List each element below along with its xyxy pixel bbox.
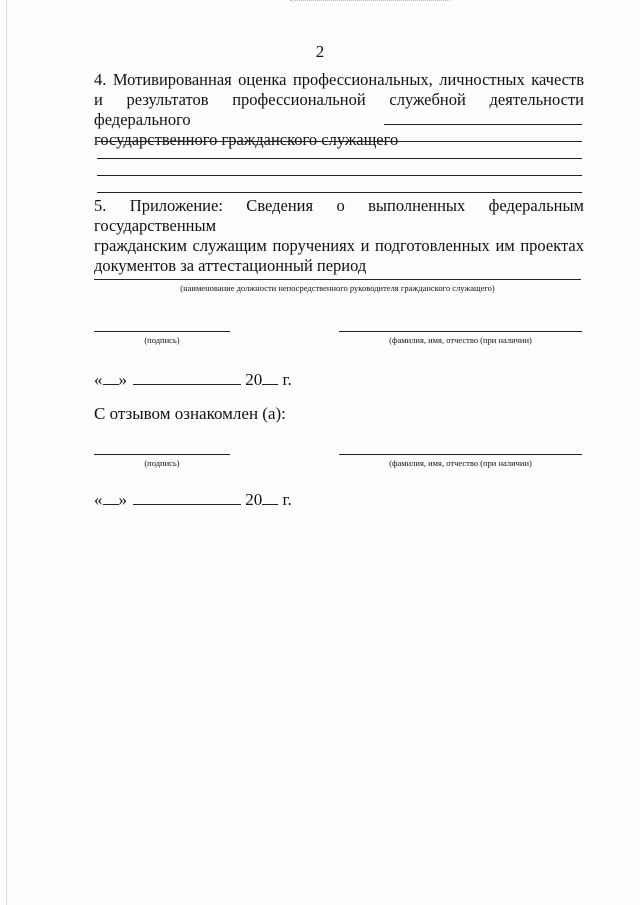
evaluation-field-line-2[interactable] (97, 141, 582, 142)
page-number: 2 (315, 42, 325, 61)
evaluation-field-line-5[interactable] (97, 192, 582, 193)
month-field[interactable] (133, 490, 241, 505)
manager-name-line[interactable] (339, 331, 582, 332)
day-field[interactable] (103, 370, 119, 385)
acknowledgement-label: С отзывом ознакомлен (а): (94, 404, 286, 423)
manager-date (94, 370, 292, 390)
year-prefix: 20 (245, 490, 263, 509)
scan-top-mark (290, 0, 450, 2)
date-close-quote: » (118, 370, 127, 389)
month-field[interactable] (133, 370, 241, 385)
date-open-quote: « (94, 370, 103, 389)
section-4-line-3: государственного гражданского служащего (94, 130, 399, 149)
manager-signature-line[interactable] (94, 331, 230, 332)
employee-date (94, 490, 292, 510)
year-prefix: 20 (245, 370, 263, 389)
manager-name-caption: (фамилия, имя, отчество (при наличии) (389, 335, 532, 345)
employee-name-caption: (фамилия, имя, отчество (при наличии) (389, 458, 532, 468)
section-4-line-1: 4. Мотивированная оценка профессиональных, личностных качеств (94, 70, 584, 89)
year-field[interactable] (262, 490, 278, 505)
year-suffix: г. (282, 490, 292, 509)
section-5-line-3: документов за аттестационный период (94, 256, 367, 275)
manager-position-caption: (наименование должности непосредственного руководителя гражданского служащего) (180, 283, 495, 293)
employee-name-line[interactable] (339, 454, 582, 455)
employee-signature-caption: (подпись) (144, 458, 180, 468)
employee-signature-line[interactable] (94, 454, 230, 455)
manager-position-line[interactable] (94, 279, 581, 280)
day-field[interactable] (103, 490, 119, 505)
section-4-line-2: и результатов профессиональной служебной деятельности федерального (94, 90, 584, 129)
year-suffix: г. (282, 370, 292, 389)
date-open-quote: « (94, 490, 103, 509)
scan-edge (6, 0, 7, 905)
evaluation-field-line-1[interactable] (384, 124, 582, 125)
year-field[interactable] (262, 370, 278, 385)
section-5-line-2: гражданским служащим поручениях и подготовленных им проектах (94, 236, 584, 255)
section-4 (94, 70, 584, 150)
date-close-quote: » (118, 490, 127, 509)
manager-signature-caption: (подпись) (144, 335, 180, 345)
section-5-line-1: 5. Приложение: Сведения о выполненных федеральным государственным (94, 196, 584, 235)
section-5 (94, 196, 584, 276)
evaluation-field-line-3[interactable] (97, 158, 582, 159)
evaluation-field-line-4[interactable] (97, 175, 582, 176)
